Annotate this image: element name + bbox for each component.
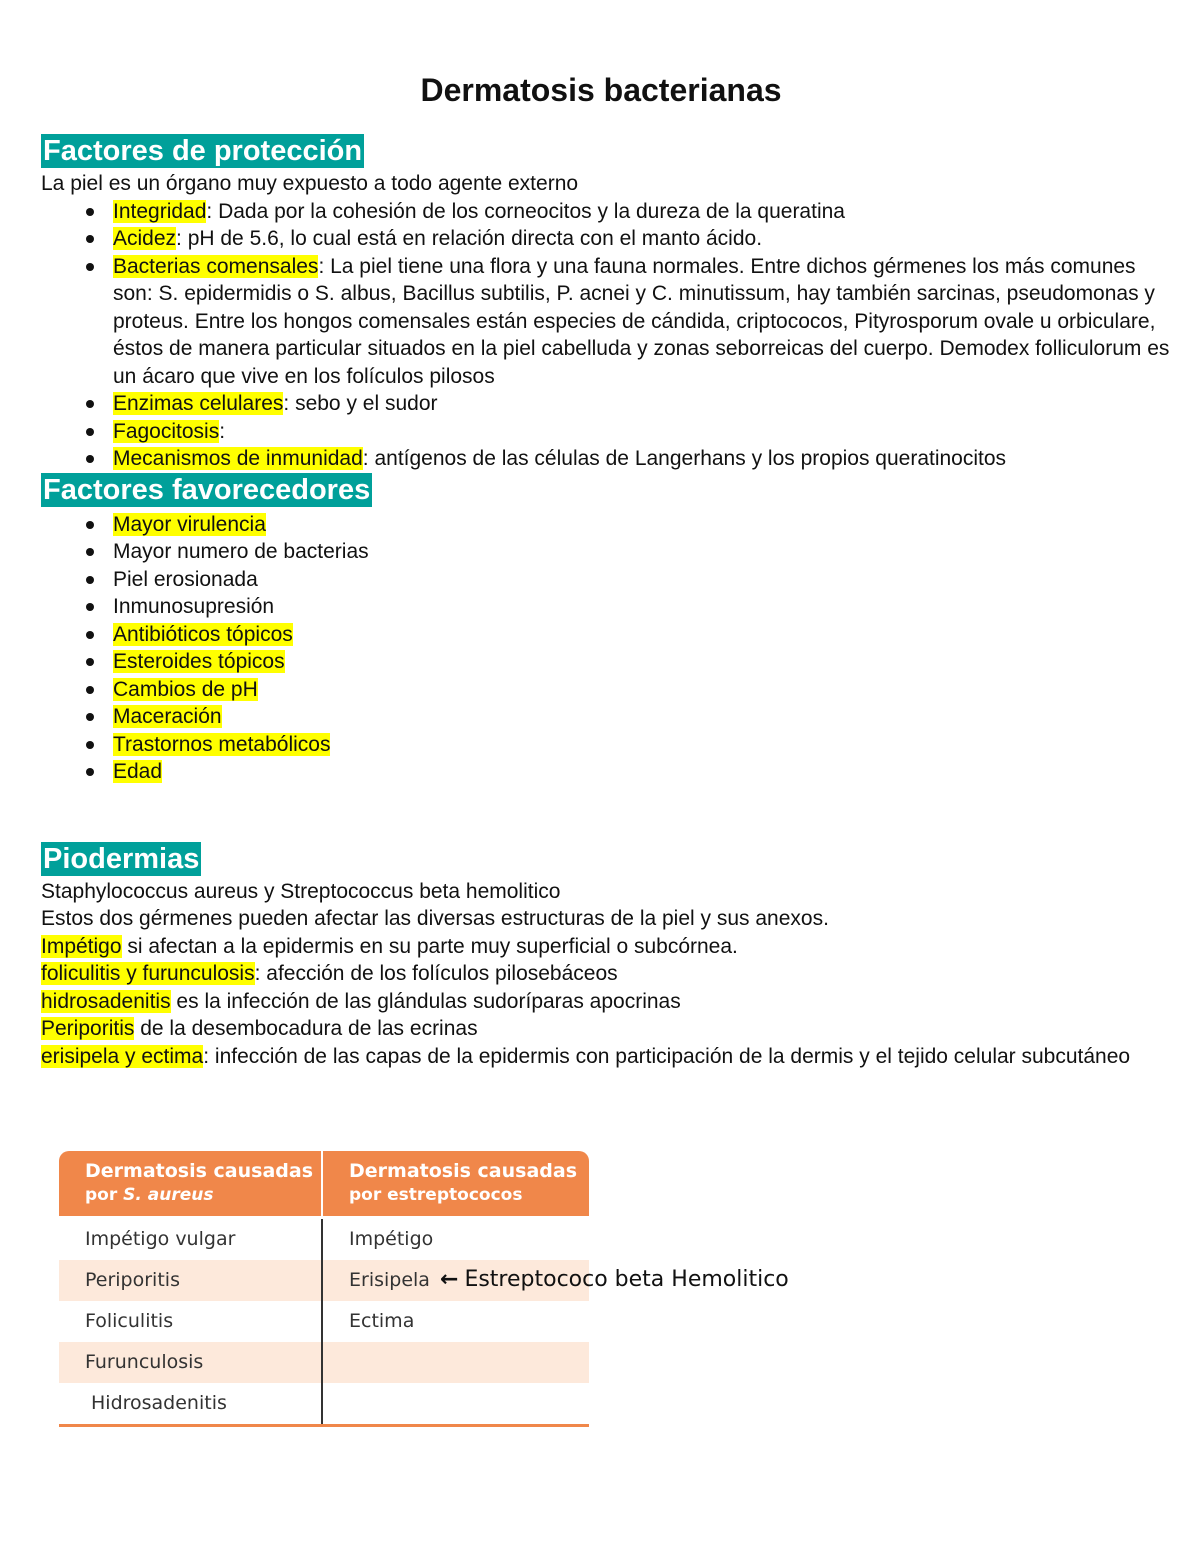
highlighted-term: Antibióticos tópicos xyxy=(113,622,293,646)
paragraph-line xyxy=(41,1015,1171,1043)
left-arrow-icon: ← xyxy=(440,1267,459,1292)
list-item xyxy=(113,225,1171,253)
header-line: Dermatosis causadas xyxy=(85,1160,313,1182)
item-text: : xyxy=(219,419,226,443)
paragraph-line xyxy=(41,905,1171,933)
highlighted-term: Fagocitosis xyxy=(113,419,220,443)
section-heading-piodermias: Piodermias xyxy=(43,842,200,875)
table-annotation xyxy=(440,1265,789,1295)
section-intro: La piel es un órgano muy expuesto a todo agente externo xyxy=(41,172,579,195)
line-text: Estos dos gérmenes pueden afectar las diversas estructuras de la piel y sus anexos. xyxy=(41,907,829,930)
highlighted-term: Enzimas celulares xyxy=(113,392,284,415)
line-text: de la desembocadura de las ecrinas xyxy=(134,1017,478,1040)
highlighted-term: Mecanismos de inmunidad xyxy=(113,447,363,470)
highlighted-term: Esteroides tópicos xyxy=(113,650,285,673)
list-item xyxy=(113,511,1171,539)
section-heading-favorecedores: Factores favorecedores xyxy=(43,473,371,506)
list-item xyxy=(113,758,1171,786)
item-text: : antígenos de las células de Langerhans y los propios queratinocitos xyxy=(362,447,1007,470)
table-bottom-rule xyxy=(59,1424,589,1427)
list-item xyxy=(113,593,1171,621)
item-text: : Dada por la cohesión de los corneocitos y la dureza de la queratina xyxy=(206,199,845,223)
list-item xyxy=(113,538,1171,566)
list-item xyxy=(113,566,1171,594)
line-text: Staphylococcus aureus y Streptococcus beta hemolitico xyxy=(41,879,561,903)
table-cell xyxy=(323,1383,587,1424)
table-cell: Impétigo xyxy=(349,1228,434,1250)
section-heading-proteccion: Factores de protección xyxy=(43,135,363,167)
item-text: Piel erosionada xyxy=(113,567,258,591)
item-text: : La piel tiene una flora y una fauna normales. Entre dichos gérmenes los más comunes son: S. epidermidis o S. albus, Bacillus subtilis, P. acnei y C. minutissum, hay también sarcinas, pseudomonas y proteus. Entre los hongos comensales están especies de cándida, criptococos, Pityrosporum ovale u orbiculare, éstos de manera particular situados en la piel cabelluda y zonas seborreicas del cuerpo. Demodex folliculorum es un ácaro que vive en los folículos pilosos xyxy=(113,254,1170,388)
table-row xyxy=(59,1342,589,1383)
highlighted-term: Impétigo xyxy=(41,934,122,958)
header-line: Dermatosis causadas xyxy=(349,1160,577,1182)
table-row xyxy=(59,1301,589,1342)
list-item xyxy=(113,703,1171,731)
item-text: Inmunosupresión xyxy=(113,595,275,618)
highlighted-term: Integridad xyxy=(113,199,207,223)
highlighted-term: Acidez xyxy=(113,227,177,250)
table-row xyxy=(59,1219,589,1260)
table-cell: Erisipela xyxy=(349,1269,430,1291)
line-text: : afección de los folículos pilosebáceos xyxy=(254,962,618,985)
highlighted-term: hidrosadenitis xyxy=(41,989,171,1013)
table-header xyxy=(59,1151,589,1219)
highlighted-term: Maceración xyxy=(113,705,222,728)
highlighted-term: foliculitis y furunculosis xyxy=(41,962,255,985)
item-text: : sebo y el sudor xyxy=(283,392,438,415)
table-cell: Periporitis xyxy=(59,1260,323,1301)
paragraph-line xyxy=(41,933,1171,961)
highlighted-term: erisipela y ectima xyxy=(41,1044,204,1068)
highlighted-term: Mayor virulencia xyxy=(113,512,266,536)
highlighted-term: Cambios de pH xyxy=(113,677,258,701)
list-item xyxy=(113,253,1171,391)
list-item xyxy=(113,621,1171,649)
header-italic: S. aureus xyxy=(123,1185,214,1205)
header-subline xyxy=(85,1183,321,1207)
paragraph-line xyxy=(41,1043,1171,1071)
favorecedores-list xyxy=(41,511,1171,786)
header-subline xyxy=(349,1183,587,1207)
table-cell: Furunculosis xyxy=(59,1342,323,1383)
list-item xyxy=(113,418,1171,446)
table-cell: Ectima xyxy=(349,1310,415,1332)
list-item xyxy=(113,445,1171,473)
line-text: es la infección de las glándulas sudoríparas apocrinas xyxy=(170,989,681,1013)
highlighted-term: Edad xyxy=(113,760,163,783)
highlighted-term: Bacterias comensales xyxy=(113,254,319,278)
list-item xyxy=(113,676,1171,704)
highlighted-term: Periporitis xyxy=(41,1017,135,1040)
header-prefix: por xyxy=(85,1185,124,1205)
page-title: Dermatosis bacterianas xyxy=(420,72,782,108)
table-header-cell-aureus xyxy=(59,1151,323,1216)
item-text: : pH de 5.6, lo cual está en relación directa con el manto ácido. xyxy=(176,227,763,250)
document-page xyxy=(41,70,1171,1070)
highlighted-term: Trastornos metabólicos xyxy=(113,732,331,756)
table-cell: Hidrosadenitis xyxy=(59,1383,323,1424)
item-text: Mayor numero de bacterias xyxy=(113,540,369,563)
table-cell xyxy=(323,1342,587,1383)
table-row xyxy=(59,1383,589,1424)
spacer xyxy=(41,786,1171,842)
table-cell: Foliculitis xyxy=(59,1301,323,1342)
list-item xyxy=(113,390,1171,418)
header-prefix: por estreptococos xyxy=(349,1185,523,1205)
annotation-text: Estreptococo beta Hemolitico xyxy=(464,1267,789,1292)
proteccion-list xyxy=(41,198,1171,473)
list-item xyxy=(113,198,1171,226)
paragraph-line xyxy=(41,988,1171,1016)
list-item xyxy=(113,731,1171,759)
line-text: : infección de las capas de la epidermis con participación de la dermis y el tejido celular subcutáneo xyxy=(203,1044,1131,1068)
paragraph-line xyxy=(41,878,1171,906)
table-header-cell-estreptococos xyxy=(323,1151,587,1216)
paragraph-line xyxy=(41,960,1171,988)
line-text: si afectan a la epidermis en su parte muy superficial o subcórnea. xyxy=(121,934,738,958)
table-cell: Impétigo vulgar xyxy=(59,1219,323,1260)
list-item xyxy=(113,648,1171,676)
